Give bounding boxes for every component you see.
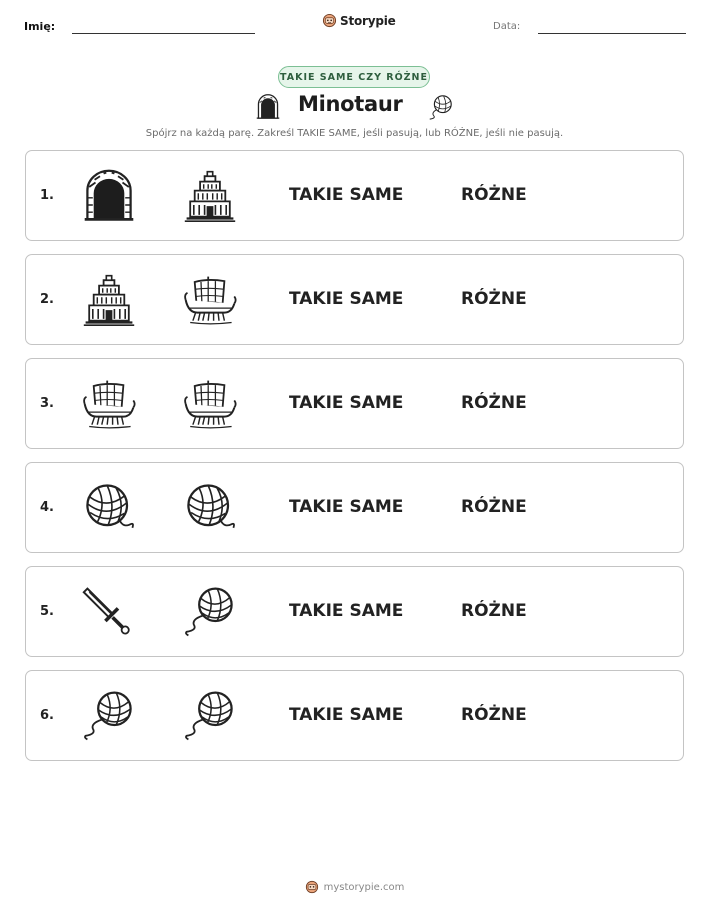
row-number: 5. [40, 604, 54, 619]
footer-url[interactable]: mystorypie.com [323, 881, 405, 893]
storypie-mascot-icon [305, 880, 319, 894]
instructions: Spójrz na każdą parę. Zakreśl TAKIE SAME, jeśli pasują, lub RÓŻNE, jeśli nie pasują. [145, 128, 564, 139]
name-field[interactable] [72, 33, 255, 34]
tower-building-icon [183, 169, 237, 223]
pair-row-2 [25, 254, 684, 345]
same-option[interactable]: TAKIE SAME [289, 185, 404, 205]
same-option[interactable]: TAKIE SAME [289, 289, 404, 309]
yarn-ball-icon [82, 481, 136, 535]
arch-doorway-icon [82, 169, 136, 223]
tower-building-icon [82, 273, 136, 327]
different-option[interactable]: RÓŻNE [461, 289, 527, 309]
sword-icon [82, 585, 136, 639]
different-option[interactable]: RÓŻNE [461, 497, 527, 517]
pair-row-3 [25, 358, 684, 449]
same-option[interactable]: TAKIE SAME [289, 497, 404, 517]
row-number: 1. [40, 188, 54, 203]
row-number: 2. [40, 292, 54, 307]
brand-logo [322, 13, 396, 28]
ship-icon [183, 377, 237, 431]
same-option[interactable]: TAKIE SAME [289, 601, 404, 621]
different-option[interactable]: RÓŻNE [461, 393, 527, 413]
same-option[interactable]: TAKIE SAME [289, 393, 404, 413]
yarn-ball-string-icon [183, 689, 237, 743]
ship-icon [183, 273, 237, 327]
page-title: Minotaur [298, 92, 403, 116]
yarn-ball-string-icon [425, 93, 455, 121]
row-number: 6. [40, 708, 54, 723]
different-option[interactable]: RÓŻNE [461, 185, 527, 205]
date-field[interactable] [538, 33, 686, 34]
yarn-ball-string-icon [183, 585, 237, 639]
ship-icon [82, 377, 136, 431]
yarn-ball-string-icon [82, 689, 136, 743]
brand-name: Storypie [340, 13, 396, 28]
activity-type-badge: TAKIE SAME CZY RÓŻNE [278, 66, 430, 88]
title-row [0, 90, 709, 122]
row-number: 4. [40, 500, 54, 515]
storypie-mascot-icon [322, 13, 337, 28]
different-option[interactable]: RÓŻNE [461, 705, 527, 725]
footer [0, 880, 709, 894]
name-label: Imię: [24, 20, 56, 33]
same-option[interactable]: TAKIE SAME [289, 705, 404, 725]
different-option[interactable]: RÓŻNE [461, 601, 527, 621]
pair-row-6 [25, 670, 684, 761]
pair-row-1 [25, 150, 684, 241]
row-number: 3. [40, 396, 54, 411]
arch-doorway-icon [255, 92, 281, 120]
pair-row-5 [25, 566, 684, 657]
pair-row-4 [25, 462, 684, 553]
yarn-ball-icon [183, 481, 237, 535]
worksheet-header [0, 0, 709, 50]
date-label: Data: [493, 21, 521, 32]
